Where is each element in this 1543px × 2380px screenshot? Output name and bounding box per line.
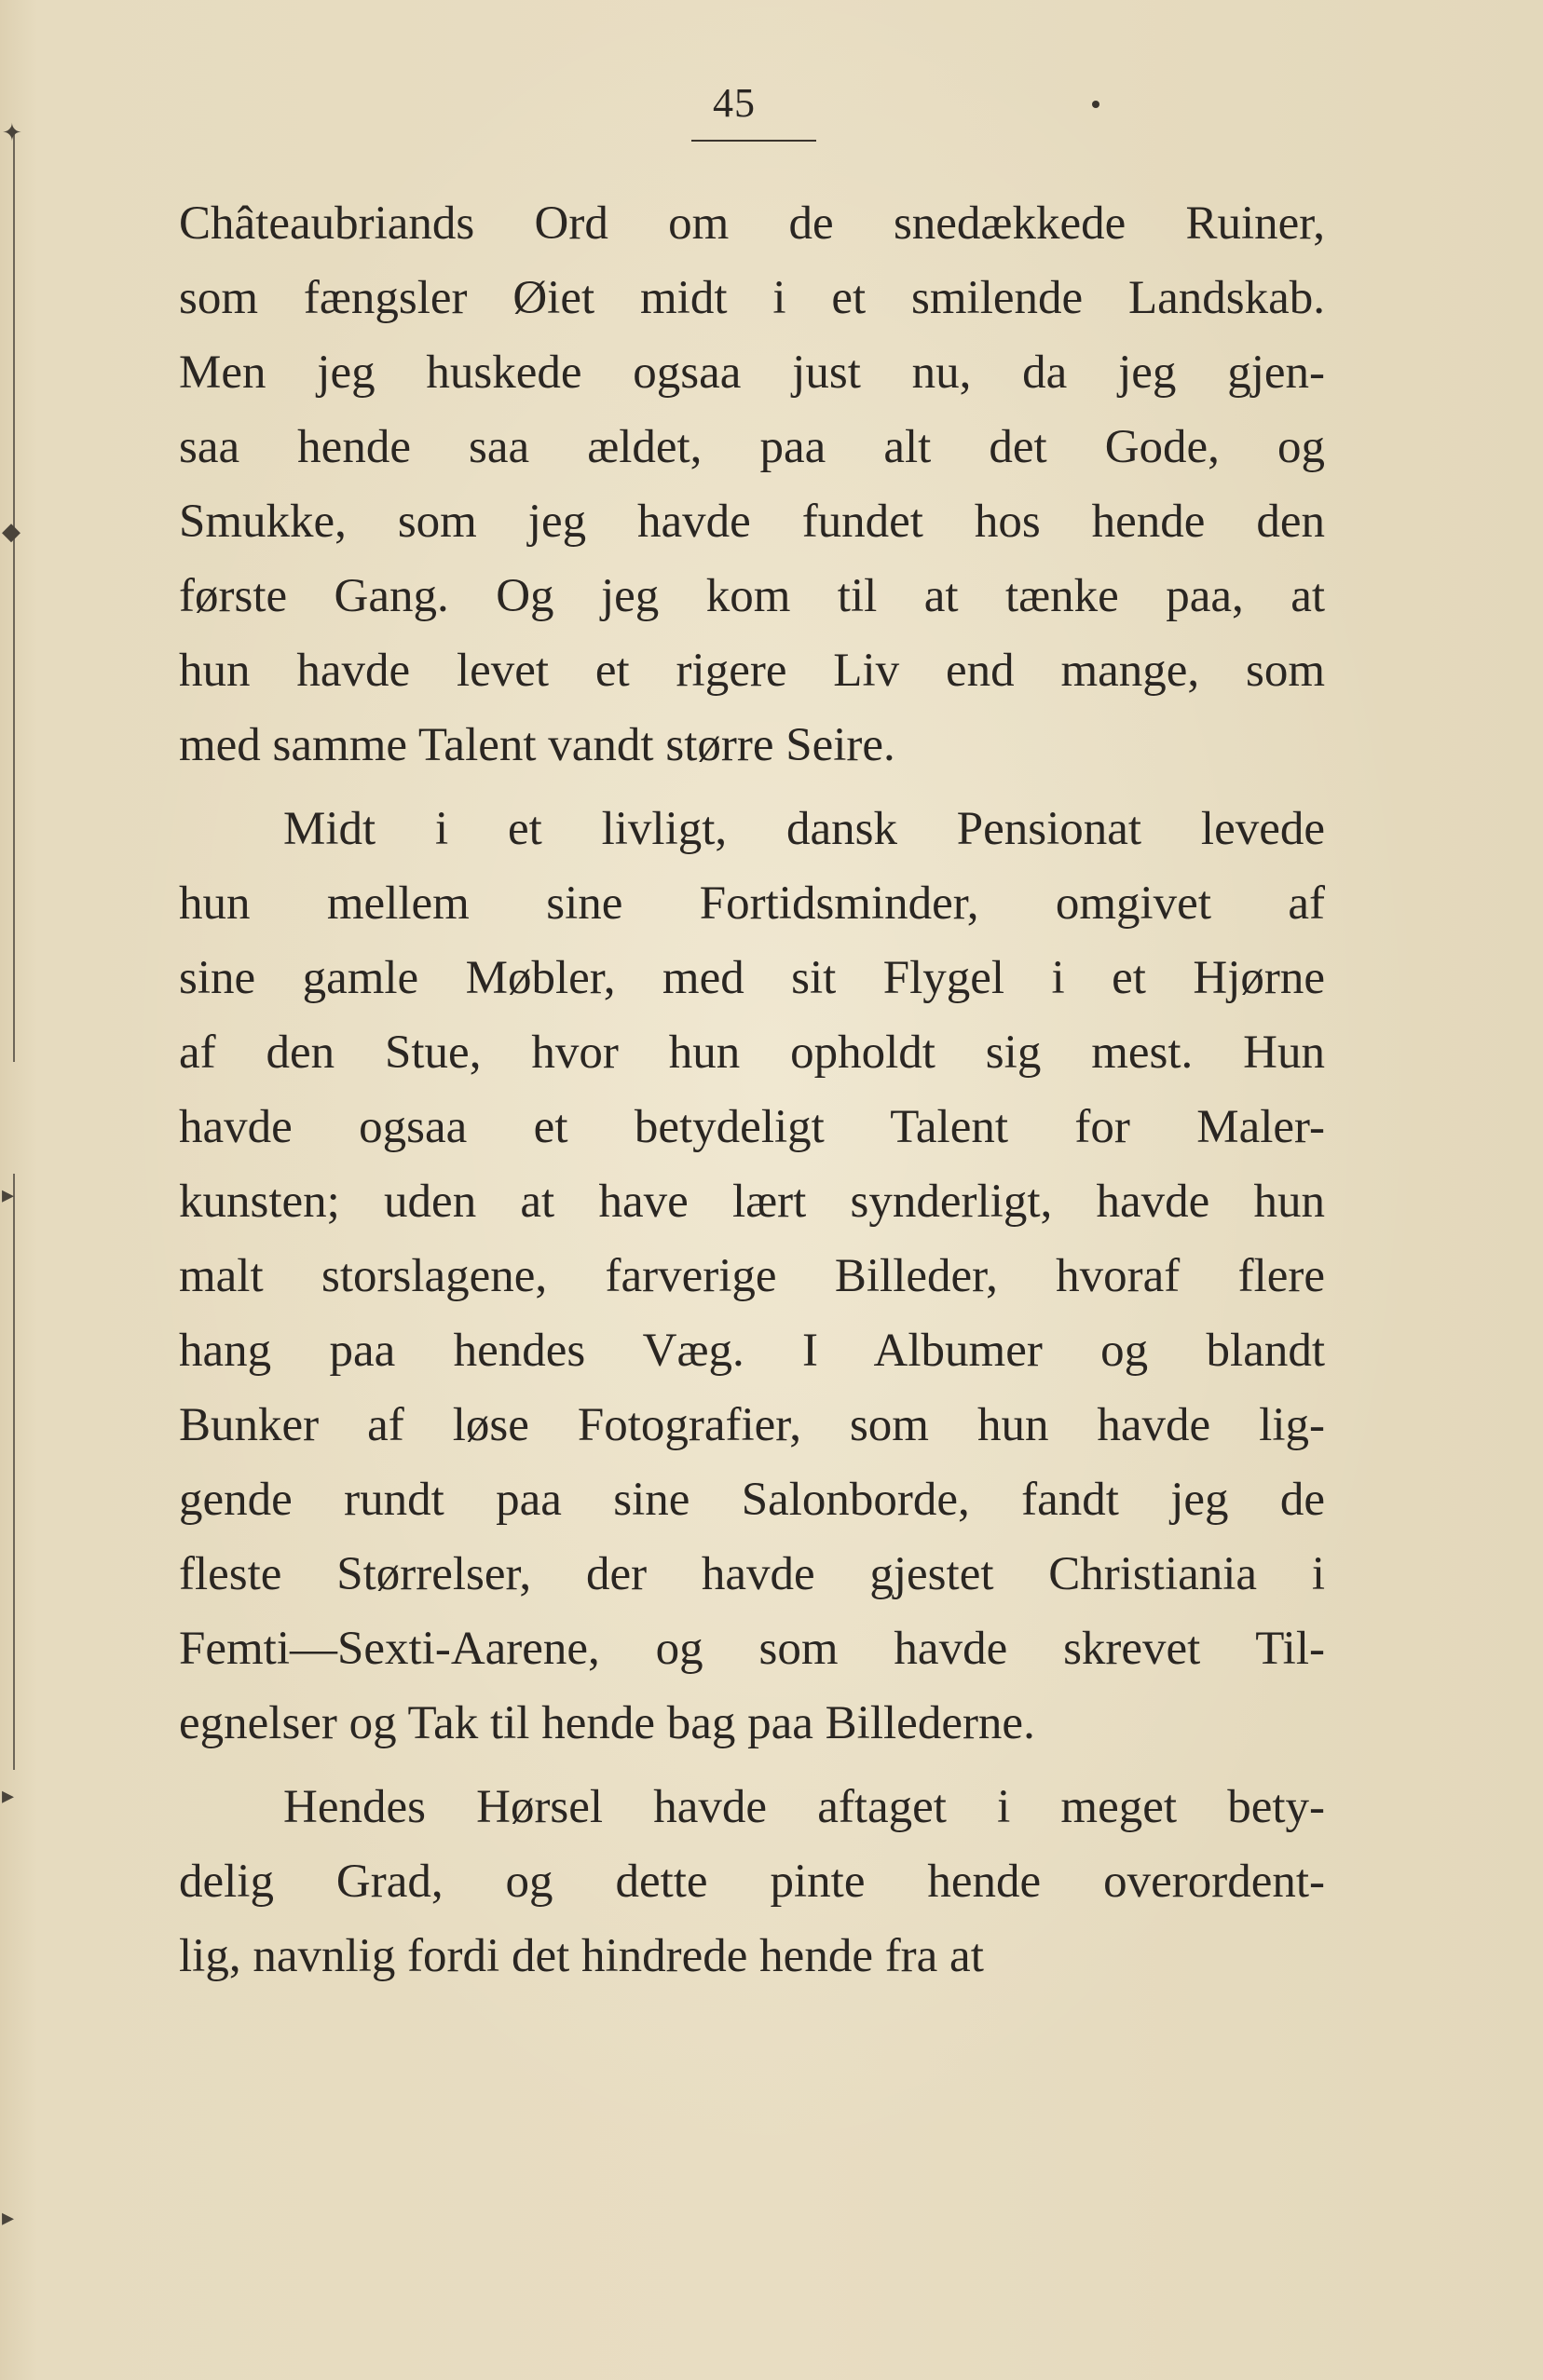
paragraph bbox=[179, 1770, 1325, 1993]
paragraph-gap bbox=[179, 1761, 1325, 1770]
text-line: delig Grad, og dette pinte hende overordent- bbox=[179, 1856, 1325, 1908]
text-line: Bunker af løse Fotografier, som hun havde lig- bbox=[179, 1399, 1325, 1451]
text-line: hang paa hendes Væg. I Albumer og blandt bbox=[179, 1325, 1325, 1377]
paragraph bbox=[179, 186, 1325, 782]
text-line: Midt i et livligt, dansk Pensionat levede bbox=[283, 803, 1325, 855]
text-line: Smukke, som jeg havde fundet hos hende den bbox=[179, 496, 1325, 548]
page-edge-line bbox=[13, 1174, 15, 1770]
page-number: 45 bbox=[713, 80, 756, 126]
binding-mark-icon: ▸ bbox=[2, 1782, 15, 1810]
text-line: kunsten; uden at have lært synderligt, havde hun bbox=[179, 1176, 1325, 1228]
text-line: malt storslagene, farverige Billeder, hvoraf flere bbox=[179, 1250, 1325, 1302]
body-text bbox=[179, 186, 1325, 1993]
binding-mark-icon: ▸ bbox=[2, 1181, 15, 1209]
text-line: hun havde levet et rigere Liv end mange, som bbox=[179, 645, 1325, 697]
text-line: lig, navnlig fordi det hindrede hende fra at bbox=[179, 1930, 984, 1982]
text-line: Men jeg huskede ogsaa just nu, da jeg gjen- bbox=[179, 347, 1325, 399]
binding-mark-icon: ✦ bbox=[2, 119, 22, 147]
text-line: hun mellem sine Fortidsminder, omgivet af bbox=[179, 877, 1325, 930]
text-line: med samme Talent vandt større Seire. bbox=[179, 719, 895, 771]
paragraph-gap bbox=[179, 782, 1325, 792]
text-line: som fængsler Øiet midt i et smilende Landskab. bbox=[179, 272, 1325, 324]
text-line: sine gamle Møbler, med sit Flygel i et Hjørne bbox=[179, 952, 1325, 1004]
ink-speck bbox=[1092, 101, 1099, 108]
text-line: gende rundt paa sine Salonborde, fandt jeg de bbox=[179, 1474, 1325, 1526]
paragraph bbox=[179, 792, 1325, 1761]
text-line: egnelser og Tak til hende bag paa Billederne. bbox=[179, 1697, 1035, 1749]
text-line: fleste Størrelser, der havde gjestet Christiania i bbox=[179, 1548, 1325, 1600]
text-line: havde ogsaa et betydeligt Talent for Maler- bbox=[179, 1101, 1325, 1153]
text-line: første Gang. Og jeg kom til at tænke paa, at bbox=[179, 570, 1325, 622]
text-line: Hendes Hørsel havde aftaget i meget bety- bbox=[283, 1781, 1325, 1833]
text-line: Femti—Sexti-Aarene, og som havde skrevet Til- bbox=[179, 1623, 1325, 1675]
text-line: saa hende saa ældet, paa alt det Gode, og bbox=[179, 421, 1325, 473]
binding-mark-icon: ▸ bbox=[2, 2204, 15, 2232]
binding-mark-icon: ◆ bbox=[2, 518, 20, 546]
text-line: af den Stue, hvor hun opholdt sig mest. Hun bbox=[179, 1027, 1325, 1079]
text-line: Châteaubriands Ord om de snedækkede Ruiner, bbox=[179, 197, 1325, 250]
page-edge-line bbox=[13, 130, 15, 1062]
page-number-rule bbox=[691, 140, 816, 142]
